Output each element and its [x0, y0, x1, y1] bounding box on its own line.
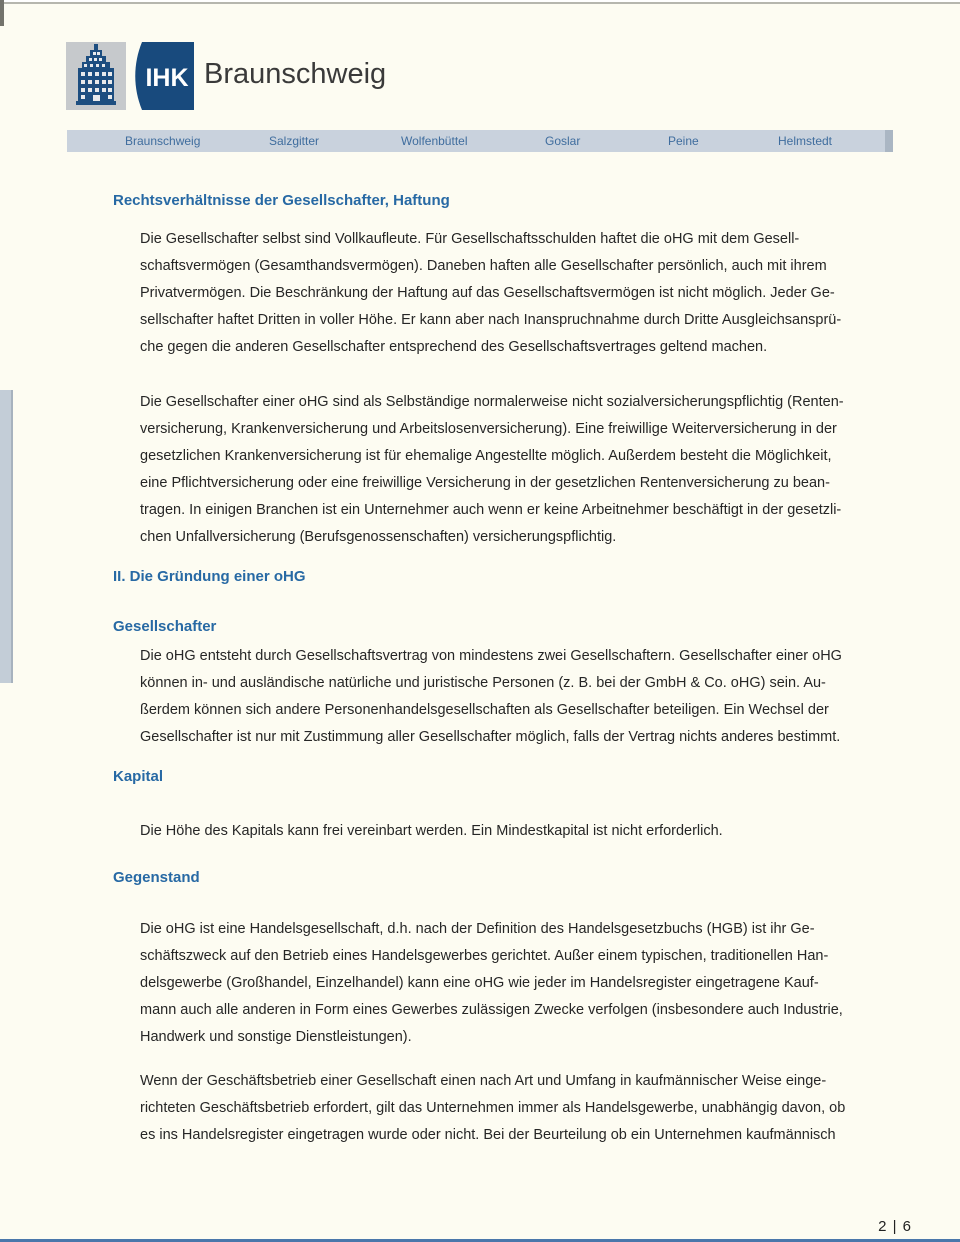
ihk-logo — [66, 42, 194, 110]
subheading-kapital: Kapital — [113, 768, 164, 785]
paragraph-geschaeftsbetrieb: Wenn der Geschäftsbetrieb einer Gesellschaft einen nach Art und Umfang in kaufmännischer Weise einge- richteten Geschäftsbetrieb erfordert, gilt das Unternehmen immer als Handelsgewerbe, unabhängig davon, ob es ins Handelsregister eingetragen wurde oder nicht. Bei der Beurteilung ob ein Unternehmen kaufmännisch — [140, 1073, 846, 1143]
subheading-gesellschafter: Gesellschafter — [113, 618, 217, 635]
region-nav-bar — [67, 130, 893, 152]
nav-bar-end-cap — [885, 130, 893, 152]
building-icon — [66, 42, 194, 110]
section-heading-gruendung: II. Die Gründung einer oHG — [113, 568, 306, 585]
nav-item-helmstedt: Helmstedt — [778, 134, 833, 148]
paragraph-sozialversicherung: Die Gesellschafter einer oHG sind als Selbständige normalerweise nicht sozialversicherungspflichtig (Renten- versicherung, Krankenversicherung und Arbeitslosenversicherung). Eine freiwillige Weiterversicherung in der gesetzlichen Krankenversicherung ist für ehemalige Angestellte möglich. Außerdem besteht die Möglichkeit, eine Pflichtversicherung oder eine freiwillige Versicherung in der gesetzlichen Rentenversicherung zu bean- tragen. In einigen Branchen ist ein Unternehmer auch wenn er keine Arbeitnehmer beschäftigt in der gesetzli- chen Unfallversicherung (Berufsgenossenschaften) versicherungspflichtig. — [140, 394, 844, 545]
nav-item-braunschweig: Braunschweig — [125, 134, 201, 148]
left-margin-bar — [0, 390, 13, 683]
subheading-gegenstand: Gegenstand — [113, 869, 200, 886]
section-heading-haftung: Rechtsverhältnisse der Gesellschafter, Haftung — [113, 192, 450, 209]
page-number: 2 | 6 — [878, 1218, 912, 1235]
paragraph-haftung: Die Gesellschafter selbst sind Vollkaufleute. Für Gesellschaftsschulden haftet die oHG mit dem Gesell- schaftsvermögen (Gesamthandsvermögen). Daneben haften alle Gesellschafter persönlich, auch mit ihrem Privatvermögen. Die Beschränkung der Haftung auf das Gesellschaftsvermögen ist nicht möglich. Jeder Ge- sellschafter haftet Dritten in voller Höhe. Er kann aber nach Inanspruchnahme durch Dritte Ausgleichsansprü- che gegen die anderen Gesellschafter entsprechend des Gesellschaftsvertrages geltend machen. — [140, 231, 842, 355]
nav-item-wolfenbuettel: Wolfenbüttel — [401, 134, 468, 148]
nav-item-goslar: Goslar — [545, 134, 581, 148]
org-name: Braunschweig — [204, 58, 387, 90]
paragraph-kapital: Die Höhe des Kapitals kann frei vereinbart werden. Ein Mindestkapital ist nicht erforderlich. — [140, 823, 723, 839]
corner-scan-mark — [0, 0, 4, 26]
paragraph-gegenstand: Die oHG ist eine Handelsgesellschaft, d.h. nach der Definition des Handelsgesetzbuchs (HGB) ist ihr Ge- schäftszweck auf den Betrieb eines Handelsgewerbes gerichtet. Außer einem typischen, traditionellen Han- delsgewerbe (Großhandel, Einzelhandel) kann eine oHG wie jeder im Handelsregister eingetragene Kauf- mann auch alle anderen in Form eines Gewerbes zulässigen Zwecke verfolgen (insbesondere auch Industrie, Handwerk und sonstige Dienstleistungen). — [140, 921, 843, 1045]
ihk-logo-text: IHK — [145, 64, 189, 92]
nav-item-salzgitter: Salzgitter — [269, 134, 320, 148]
top-scan-line — [0, 2, 960, 4]
nav-item-peine: Peine — [668, 134, 699, 148]
paragraph-gesellschafter: Die oHG entsteht durch Gesellschaftsvertrag von mindestens zwei Gesellschaftern. Gesellschafter einer oHG können in- und ausländische natürliche und juristische Personen (z. B. bei der GmbH & Co. oHG) sein. Au- ßerdem können sich andere Personenhandelsgesellschaften als Gesellschafter beteiligen. Ein Wechsel der Gesellschafter ist nur mit Zustimmung aller Gesellschafter möglich, falls der Vertrag nichts anderes bestimmt. — [140, 648, 842, 745]
